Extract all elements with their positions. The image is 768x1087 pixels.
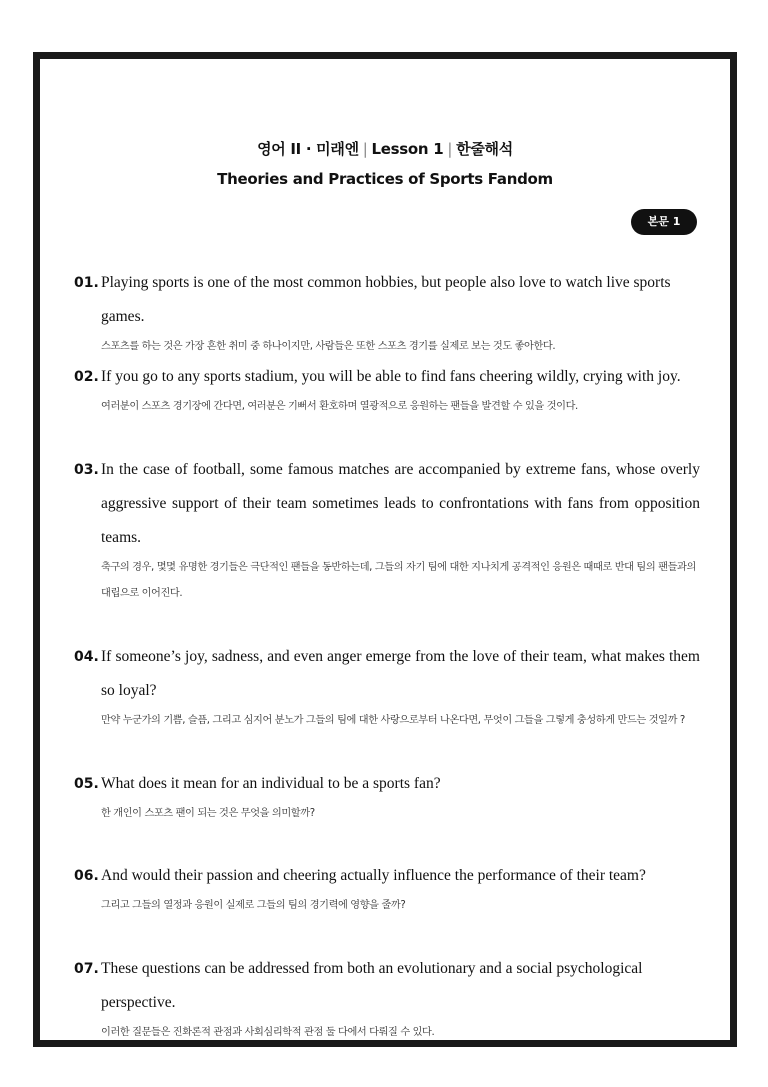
page-subtitle: Theories and Practices of Sports Fandom xyxy=(217,170,553,188)
page-title xyxy=(40,138,730,159)
title-separator: | xyxy=(362,140,368,158)
korean-translation: 한 개인이 스포츠 팬이 되는 것은 무엇을 의미할까? xyxy=(101,808,315,819)
korean-translation: 스포츠를 하는 것은 가장 흔한 취미 중 하나이지만, 사람들은 또한 스포츠 경기를 실제로 보는 것도 좋아한다. xyxy=(101,341,556,352)
sentence-item-02 xyxy=(74,360,700,420)
title-type: 한줄해석 xyxy=(456,140,513,158)
sentence-number: 05. xyxy=(74,776,99,792)
english-sentence: 05. What does it mean for an individual to be a sports fan? xyxy=(74,767,700,801)
sentence-item-04 xyxy=(74,640,700,734)
korean-translation: 만약 누군가의 기쁨, 슬픔, 그리고 심지어 분노가 그들의 팀에 대한 사랑으로부터 나온다면, 무엇이 그들을 그렇게 충성하게 만드는 것일까 ? xyxy=(101,715,685,726)
title-book: 영어 II · 미래엔 xyxy=(257,140,359,158)
english-sentence: 07. These questions can be addressed from both an evolutionary and a social psychological perspective. xyxy=(74,952,700,1020)
sentence-item-03 xyxy=(74,453,700,607)
english-sentence: 06. And would their passion and cheering actually influence the performance of their team? xyxy=(74,859,700,893)
title-lesson: Lesson 1 xyxy=(371,140,444,158)
sentence-number: 02. xyxy=(74,369,99,385)
sentence-item-06 xyxy=(74,859,700,919)
english-sentence: 02. If you go to any sports stadium, you will be able to find fans cheering wildly, crying with joy. xyxy=(74,360,700,394)
korean-translation: 이러한 질문들은 진화론적 관점과 사회심리학적 관점 둘 다에서 다뤄질 수 있다. xyxy=(101,1027,435,1038)
korean-translation: 그리고 그들의 열정과 응원이 실제로 그들의 팀의 경기력에 영향을 줄까? xyxy=(101,900,406,911)
sentence-number: 06. xyxy=(74,868,99,884)
section-badge: 본문 1 xyxy=(631,209,697,235)
sentence-item-07 xyxy=(74,952,700,1046)
sentence-item-01 xyxy=(74,266,700,360)
sentence-number: 04. xyxy=(74,649,99,665)
korean-translation: 여러분이 스포츠 경기장에 간다면, 여러분은 기뻐서 환호하며 열광적으로 응원하는 팬들을 발견할 수 있을 것이다. xyxy=(101,401,578,412)
sentence-item-05 xyxy=(74,767,700,827)
title-separator: | xyxy=(447,140,453,158)
sentence-number: 03. xyxy=(74,462,99,478)
page-frame xyxy=(33,52,737,1047)
korean-translation: 축구의 경우, 몇몇 유명한 경기들은 극단적인 팬들을 동반하는데, 그들의 자기 팀에 대한 지나치게 공격적인 응원은 때때로 반대 팀의 팬들과의 대립으로 이어진다. xyxy=(101,562,696,599)
english-sentence: 01. Playing sports is one of the most common hobbies, but people also love to watch live sports games. xyxy=(74,266,700,334)
english-sentence: 04. If someone’s joy, sadness, and even anger emerge from the love of their team, what makes them so loyal? xyxy=(74,640,700,708)
sentence-number: 07. xyxy=(74,961,99,977)
english-sentence: 03. In the case of football, some famous matches are accompanied by extreme fans, whose overly aggressive support of their team sometimes leads to confrontations with fans from opposition teams. xyxy=(74,453,700,555)
sentence-number: 01. xyxy=(74,275,99,291)
